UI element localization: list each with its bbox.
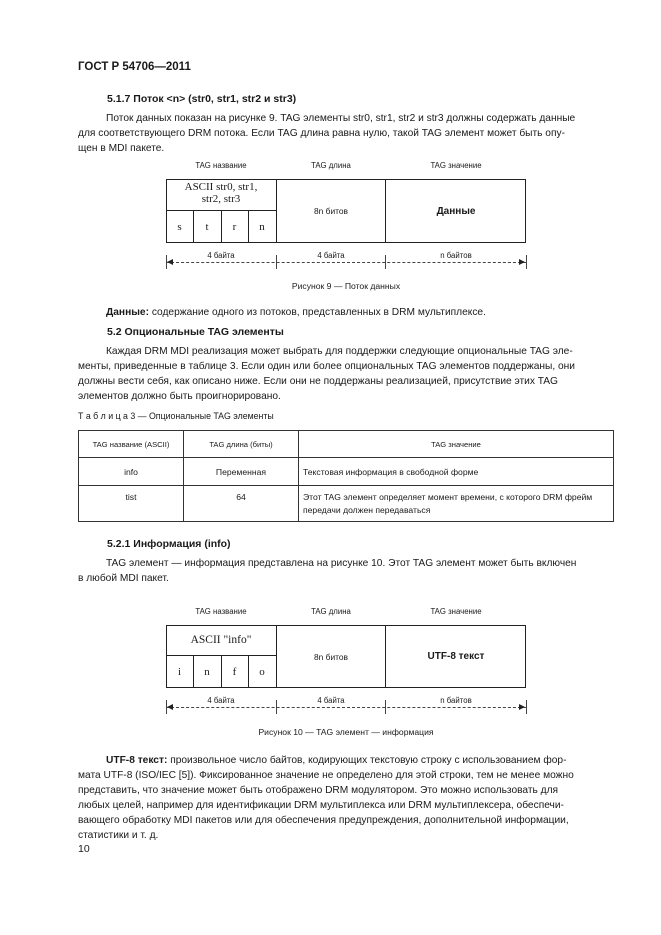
table-cell-length: 64 — [184, 486, 299, 522]
table-cell-name: info — [79, 458, 184, 486]
data-definition-text: содержание одного из потоков, представленных в DRM мультиплексе. — [149, 307, 486, 318]
page-number: 10 — [78, 843, 90, 855]
fig9-letter: t — [205, 221, 209, 233]
fig10-col-label-name: TAG название — [195, 607, 247, 616]
table-cell-value: Этот TAG элемент определяет момент времени, с которого DRM фрейм передачи должен передаваться — [299, 486, 614, 522]
fig10-dim-label: 4 байта — [317, 696, 345, 705]
para-line: щен в MDI пакете. — [78, 143, 165, 154]
fig9-dim-label: n байтов — [440, 251, 472, 260]
para-line: в любой MDI пакет. — [78, 573, 169, 584]
section-517-heading: 5.1.7 Поток <n> (str0, str1, str2 и str3) — [107, 93, 297, 105]
data-definition-term: Данные: — [106, 307, 149, 318]
para-line: статистики и т. д. — [78, 830, 159, 841]
fig10-letter: i — [177, 666, 182, 678]
para-line: вающего обработку MDI пакетов или для обеспечения предупреждения, дополнительной информации, — [78, 815, 569, 826]
para-line: представить, что значение может быть отображено DRM модулятором. Это можно использовать для — [78, 785, 559, 796]
fig10-caption: Рисунок 10 — TAG элемент — информация — [258, 727, 434, 737]
para-line: мата UTF-8 (ISO/IEC [5]). Фиксированное значение не определено для этой строки, тем не менее можно — [78, 770, 574, 781]
section-521-heading: 5.2.1 Информация (info) — [107, 538, 231, 550]
utf8-definition-text: произвольное число байтов, кодирующих текстовую строку с использованием фор- — [167, 755, 567, 766]
fig9-col-label-length: TAG длина — [311, 161, 351, 170]
table-header-row — [79, 431, 614, 458]
utf8-definition — [78, 753, 614, 843]
table-cell-value: Текстовая информация в свободной форме — [299, 458, 614, 486]
para-line: любых целей, например для идентификации DRM мультиплекса или DRM мультиплексера, обеспечи- — [78, 800, 564, 811]
table-cell-length: Переменная — [184, 458, 299, 486]
section-521-paragraph — [78, 556, 614, 586]
para-line: для соответствующего DRM потока. Если TAG длина равна нулю, такой TAG элемент может быть опу- — [78, 128, 565, 139]
section-517-paragraph — [78, 111, 614, 156]
fig10-letter: o — [259, 666, 265, 678]
fig9-letter: r — [232, 221, 237, 233]
fig9-name-title-line: ASCII str0, str1, — [184, 181, 258, 193]
para-line: элементов должно быть проигнорировано. — [78, 391, 281, 402]
fig10-col-label-length: TAG длина — [311, 607, 351, 616]
fig10-dim-label: 4 байта — [207, 696, 235, 705]
section-52-paragraph — [78, 344, 614, 404]
table-row — [79, 486, 614, 522]
fig9-dim-label: 4 байта — [207, 251, 235, 260]
fig10-value-text: UTF-8 текст — [427, 651, 485, 662]
utf8-definition-term: UTF-8 текст: — [106, 755, 168, 766]
table-header-cell: TAG значение — [299, 431, 614, 458]
table-3-title: Т а б л и ц а 3 — Опциональные TAG элементы — [78, 411, 274, 421]
fig9-letter: n — [259, 221, 265, 233]
table-header-cell: TAG длина (биты) — [184, 431, 299, 458]
fig10-name-title: ASCII "info" — [190, 634, 252, 646]
fig9-col-label-value: TAG значение — [430, 161, 482, 170]
para-line: Поток данных показан на рисунке 9. TAG элементы str0, str1, str2 и str3 должны содержать данные — [106, 113, 576, 124]
fig10-letter: f — [232, 666, 237, 678]
para-line: менты, приведенные в таблице 3. Если один или более опциональных TAG элементов поддержаны, они — [78, 361, 575, 372]
para-line: TAG элемент — информация представлена на рисунке 10. Этот TAG элемент может быть включен — [106, 558, 577, 569]
section-52-heading: 5.2 Опциональные TAG элементы — [107, 326, 284, 338]
data-definition — [78, 305, 614, 320]
fig9-letter: s — [177, 221, 182, 233]
para-line — [78, 753, 614, 768]
fig9-name-title-line: str2, str3 — [201, 193, 241, 205]
fig10-length-text: 8n битов — [314, 651, 348, 662]
table-cell-name: tist — [79, 486, 184, 522]
fig10-letter: n — [204, 666, 210, 678]
fig10-dim-label: n байтов — [440, 696, 472, 705]
document-header: ГОСТ Р 54706—2011 — [78, 61, 191, 73]
fig10-col-label-value: TAG значение — [430, 607, 482, 616]
fig9-length-text: 8n битов — [314, 206, 348, 216]
fig9-value-text: Данные — [436, 205, 476, 217]
para-line: должны вести себя, как описано ниже. Если они не поддержаны реализацией, присутствие этих TAG — [78, 376, 558, 387]
table-3 — [78, 430, 614, 522]
fig9-col-label-name: TAG название — [195, 161, 247, 170]
table-header-cell: TAG название (ASCII) — [79, 431, 184, 458]
fig9-caption: Рисунок 9 — Поток данных — [291, 281, 401, 291]
para-line: Каждая DRM MDI реализация может выбрать для поддержки следующие опциональные TAG эле- — [106, 346, 573, 357]
table-row — [79, 458, 614, 486]
fig9-name-title — [166, 181, 276, 205]
fig9-dim-label: 4 байта — [317, 251, 345, 260]
